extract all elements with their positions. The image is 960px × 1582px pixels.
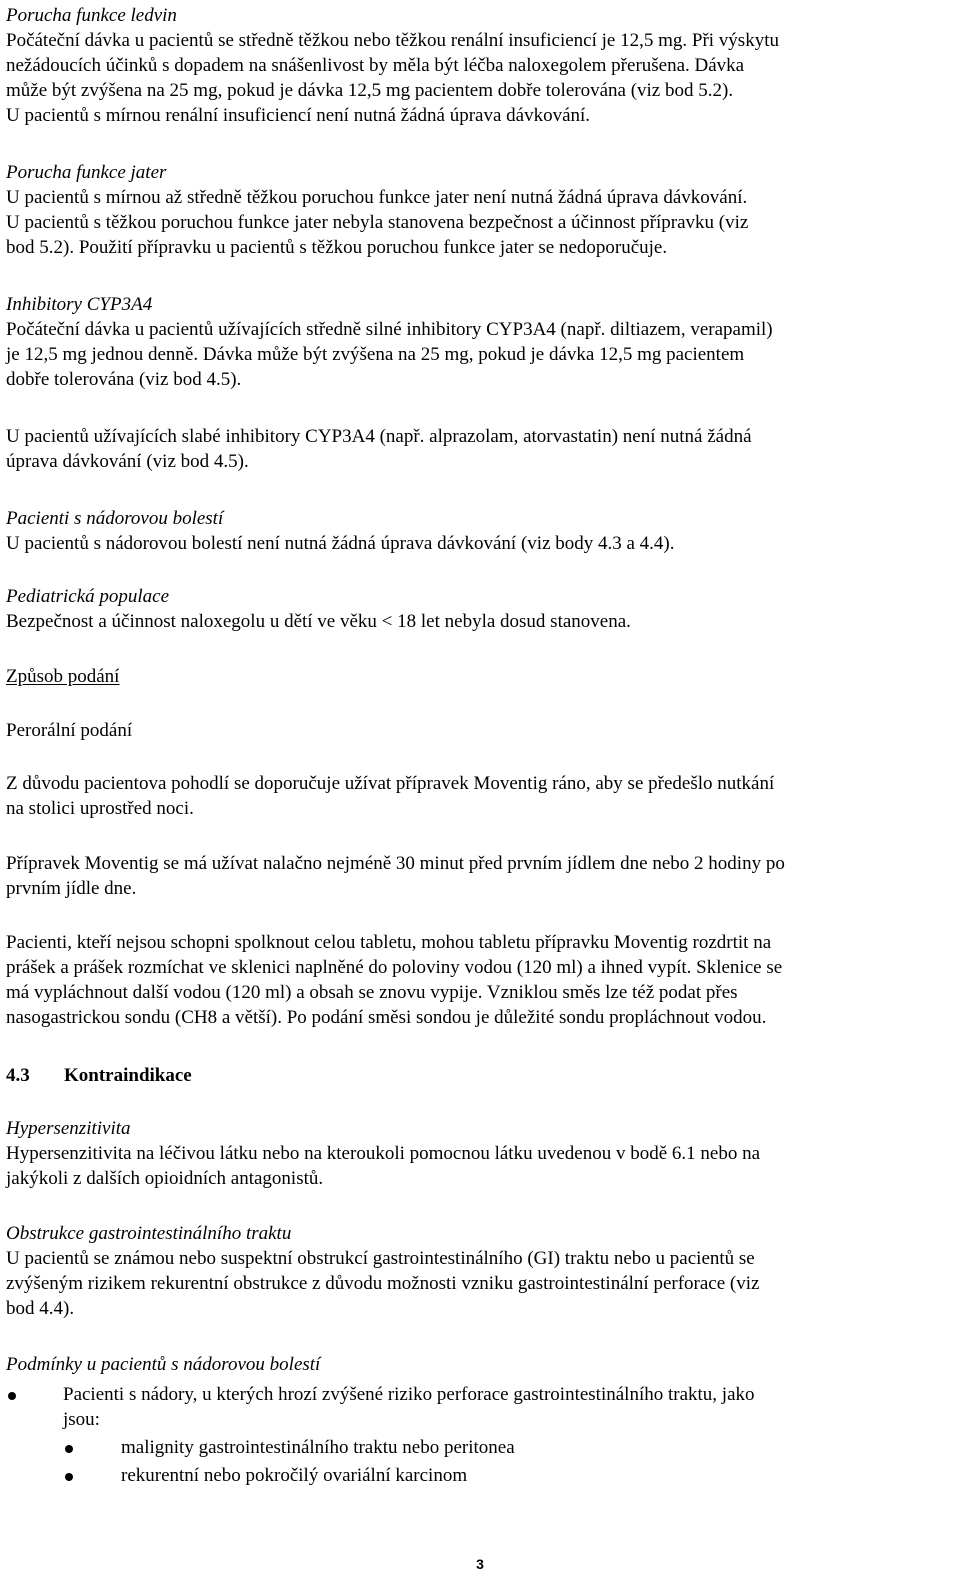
section-number: 4.3 <box>6 1065 30 1086</box>
obstruction-line: bod 4.4). <box>6 1298 75 1319</box>
hypersensitivity-heading: Hypersenzitivita <box>6 1118 131 1139</box>
obstruction-heading: Obstrukce gastrointestinálního traktu <box>6 1223 292 1244</box>
administration-line: Přípravek Moventig se má užívat nalačno nejméně 30 minut před prvním jídlem dne nebo 2 hodiny po <box>6 853 785 874</box>
obstruction-line: U pacientů se známou nebo suspektní obstrukcí gastrointestinálního (GI) traktu nebo u pacientů se <box>6 1248 755 1269</box>
renal-line: nežádoucích účinků s dopadem na snášenlivost by měla být léčba naloxegolem přerušena. Dávka <box>6 55 745 76</box>
administration-line: nasogastrickou sondu (CH8 a větší). Po podání směsi sondou je důležité sondu propláchnout vodou. <box>6 1007 767 1028</box>
administration-line: prášek a prášek rozmíchat ve sklenici naplněné do poloviny vodou (120 ml) a ihned vypít. Sklenice se <box>6 957 783 978</box>
section-4-3-heading <box>6 1063 954 1088</box>
cyp3a4-line: je 12,5 mg jednou denně. Dávka může být zvýšena na 25 mg, pokud je dávka 12,5 mg pacientem <box>6 344 745 365</box>
pediatric-line: Bezpečnost a účinnost naloxegolu u dětí ve věku < 18 let nebyla dosud stanovena. <box>6 611 631 632</box>
sub-list-item: malignity gastrointestinálního traktu nebo peritonea <box>121 1437 515 1458</box>
administration-line: má vypláchnout další vodou (120 ml) a obsah se znovu vypije. Vzniklou směs lze též podat přes <box>6 982 738 1003</box>
hepatic-heading: Porucha funkce jater <box>6 162 167 183</box>
cyp3a4-line: dobře tolerována (viz bod 4.5). <box>6 369 242 390</box>
cancer-pain-line: U pacientů s nádorovou bolestí není nutná žádná úprava dávkování (viz body 4.3 a 4.4). <box>6 533 675 554</box>
renal-heading: Porucha funkce ledvin <box>6 5 177 26</box>
cyp3a4-line: Počáteční dávka u pacientů užívajících středně silné inhibitory CYP3A4 (např. diltiazem, verapamil) <box>6 319 773 340</box>
administration-line: Pacienti, kteří nejsou schopni spolknout celou tabletu, mohou tabletu přípravku Moventig rozdrtit na <box>6 932 772 953</box>
bullet-icon <box>65 1473 73 1481</box>
list-item: Pacienti s nádory, u kterých hrozí zvýšené riziko perforace gastrointestinálního traktu, jako <box>63 1384 755 1405</box>
bullet-icon <box>8 1392 16 1400</box>
cyp3a4-weak-paragraph <box>6 424 954 474</box>
administration-line: prvním jídle dne. <box>6 878 137 899</box>
administration-line: Z důvodu pacientova pohodlí se doporučuje užívat přípravek Moventig ráno, aby se předešlo nutkání <box>6 773 775 794</box>
administration-paragraph-1 <box>6 771 954 821</box>
conditions-list <box>6 1382 954 1492</box>
administration-paragraph-3 <box>6 930 954 1030</box>
administration-heading-block <box>6 664 954 689</box>
administration-heading: Způsob podání <box>6 666 120 687</box>
renal-line: může být zvýšena na 25 mg, pokud je dávka 12,5 mg pacientem dobře tolerována (viz bod 5.2). <box>6 80 734 101</box>
administration-route: Perorální podání <box>6 720 133 741</box>
administration-line: na stolici uprostřed noci. <box>6 798 194 819</box>
administration-route-block <box>6 718 954 743</box>
cancer-pain-section <box>6 506 954 556</box>
hepatic-line: U pacientů s těžkou poruchou funkce jater nebyla stanovena bezpečnost a účinnost přípravku (viz <box>6 212 749 233</box>
renal-line: Počáteční dávka u pacientů se středně těžkou nebo těžkou renální insuficiencí je 12,5 mg. Při výskytu <box>6 30 779 51</box>
hypersensitivity-section <box>6 1116 954 1191</box>
page-number: 3 <box>476 1556 484 1572</box>
obstruction-line: zvýšeným rizikem rekurentní obstrukce z důvodu možnosti vzniku gastrointestinální perforace (viz <box>6 1273 760 1294</box>
pediatric-heading: Pediatrická populace <box>6 586 170 607</box>
hepatic-section <box>6 160 954 260</box>
bullet-icon <box>65 1445 73 1453</box>
hepatic-line: U pacientů s mírnou až středně těžkou poruchou funkce jater není nutná žádná úprava dávkování. <box>6 187 748 208</box>
cyp3a4-weak-line: úprava dávkování (viz bod 4.5). <box>6 451 249 472</box>
cyp3a4-section <box>6 292 954 392</box>
hepatic-line: bod 5.2). Použití přípravku u pacientů s těžkou poruchou funkce jater se nedoporučuje. <box>6 237 668 258</box>
conditions-heading: Podmínky u pacientů s nádorovou bolestí <box>6 1354 321 1375</box>
obstruction-section <box>6 1221 954 1321</box>
renal-line: U pacientů s mírnou renální insuficiencí není nutná žádná úprava dávkování. <box>6 105 591 126</box>
pediatric-section <box>6 584 954 634</box>
conditions-section <box>6 1352 954 1377</box>
cancer-pain-heading: Pacienti s nádorovou bolestí <box>6 508 224 529</box>
section-title: Kontraindikace <box>64 1065 192 1086</box>
sub-list-item: rekurentní nebo pokročilý ovariální karcinom <box>121 1465 468 1486</box>
cyp3a4-heading: Inhibitory CYP3A4 <box>6 294 153 315</box>
list-item-continuation: jsou: <box>63 1409 100 1430</box>
renal-section <box>6 3 954 128</box>
hypersensitivity-line: Hypersenzitivita na léčivou látku nebo na kteroukoli pomocnou látku uvedenou v bodě 6.1 nebo na <box>6 1143 760 1164</box>
hypersensitivity-line: jakýkoli z dalších opioidních antagonistů. <box>6 1168 324 1189</box>
administration-paragraph-2 <box>6 851 954 901</box>
cyp3a4-weak-line: U pacientů užívajících slabé inhibitory CYP3A4 (např. alprazolam, atorvastatin) není nutná žádná <box>6 426 752 447</box>
